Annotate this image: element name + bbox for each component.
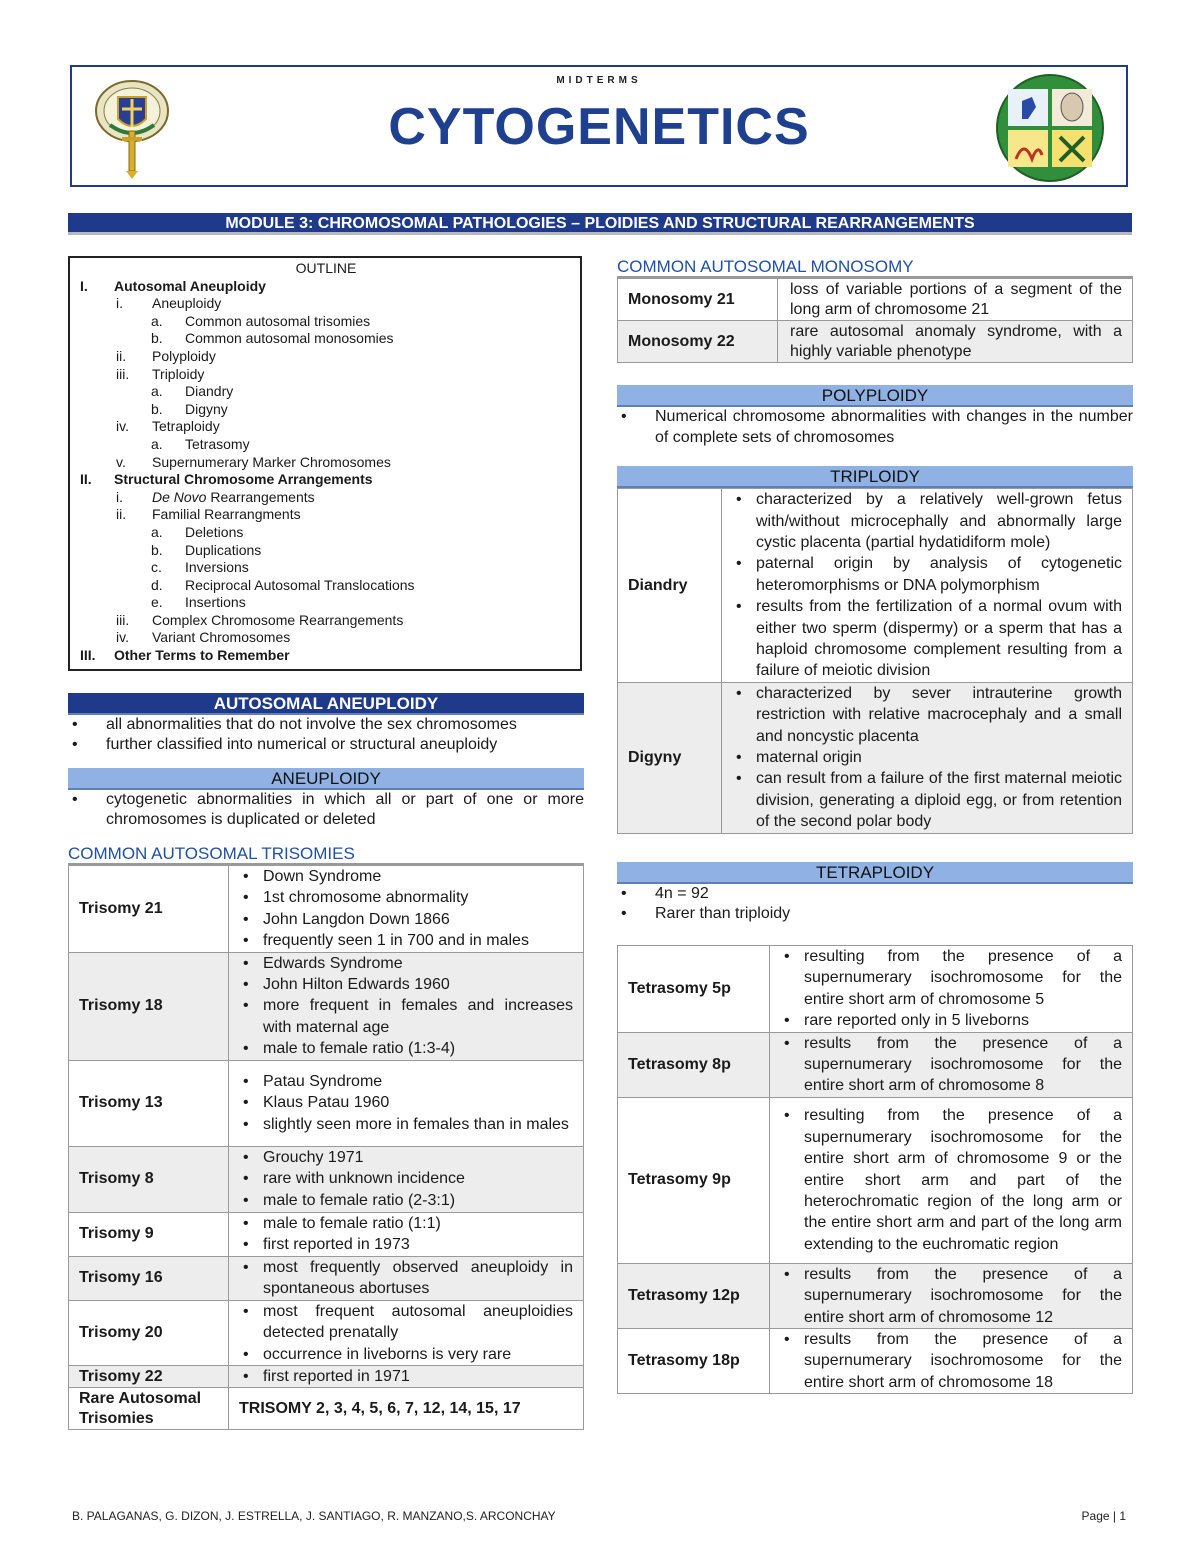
outline-item-number: c. xyxy=(151,559,162,576)
outline-item xyxy=(80,295,572,313)
outline-item xyxy=(80,506,572,524)
list-item: • 4n = 92 xyxy=(617,884,1133,905)
table-row xyxy=(69,1365,584,1387)
list-item: • characterized by a relatively well-grown fetus with/without microcephally and abnormally large cystic placenta (partial hydatidiform mole) xyxy=(722,489,1122,553)
row-details xyxy=(229,1300,584,1365)
outline-item-text: Inversions xyxy=(185,559,249,576)
list-item: • Numerical chromosome abnormalities with changes in the number of complete sets of chromosomes xyxy=(617,407,1133,448)
outline-item-text: Insertions xyxy=(185,594,246,611)
row-details xyxy=(770,1328,1133,1393)
row-label: Trisomy 9 xyxy=(69,1212,229,1256)
row-label: Monosomy 22 xyxy=(618,321,778,363)
outline-item-text: Reciprocal Autosomal Translocations xyxy=(185,576,415,593)
list-item: • first reported in 1971 xyxy=(229,1366,573,1387)
list-item: • paternal origin by analysis of cytogenetic heteromorphisms or DNA polymorphism xyxy=(722,553,1122,596)
list-item: • more frequent in females and increases with maternal age xyxy=(229,995,573,1038)
polyploidy-heading: POLYPLOIDY xyxy=(617,385,1133,407)
outline-item xyxy=(80,278,572,296)
row-label: Tetrasomy 8p xyxy=(618,1032,770,1097)
row-label: Trisomy 18 xyxy=(69,952,229,1060)
outline-item xyxy=(80,647,572,665)
row-label: Tetrasomy 5p xyxy=(618,945,770,1032)
outline-item xyxy=(80,629,572,647)
table-row xyxy=(618,1032,1133,1097)
row-label: Digyny xyxy=(618,682,722,833)
row-bullets xyxy=(770,1105,1122,1255)
outline-item-number: a. xyxy=(151,523,163,540)
outline-title: OUTLINE xyxy=(295,260,357,276)
outline-item-number: d. xyxy=(151,576,163,593)
outline-item-number: ii. xyxy=(116,347,127,364)
outline-item xyxy=(80,436,572,454)
list-item: • all abnormalities that do not involve the sex chromosomes xyxy=(68,715,584,736)
outline-item xyxy=(80,559,572,577)
outline-item-number: b. xyxy=(151,330,163,347)
outline-item-text: Aneuploidy xyxy=(152,295,222,312)
outline-list xyxy=(80,278,572,665)
document-title: CYTOGENETICS xyxy=(388,98,810,156)
row-description: loss of variable portions of a segment of the long arm of chromosome 21 xyxy=(778,279,1133,321)
row-details xyxy=(722,489,1133,683)
row-bullets xyxy=(770,946,1122,1032)
list-item: • can result from a failure of the first maternal meiotic division, generating a diploid egg, or from retention of the second polar body xyxy=(722,768,1122,832)
row-bullets xyxy=(229,1213,573,1256)
outline-item-text: Tetrasomy xyxy=(185,435,250,452)
footer-page-number: Page | 1 xyxy=(1081,1509,1126,1523)
table-row xyxy=(618,682,1133,833)
list-item: • frequently seen 1 in 700 and in males xyxy=(229,930,573,951)
row-bullets xyxy=(229,1071,573,1135)
list-item: • John Hilton Edwards 1960 xyxy=(229,974,573,995)
row-details xyxy=(229,1146,584,1212)
row-bullets xyxy=(722,683,1122,833)
outline-item-text: Diandry xyxy=(185,383,234,400)
outline-item xyxy=(80,612,572,630)
table-row xyxy=(69,1060,584,1146)
document-header xyxy=(70,65,1128,187)
row-label: Tetrasomy 18p xyxy=(618,1328,770,1393)
outline-item-number: v. xyxy=(116,453,126,470)
row-details xyxy=(229,1256,584,1300)
outline-item-number: a. xyxy=(151,435,163,452)
department-logo xyxy=(992,73,1108,183)
module-title-bar: MODULE 3: CHROMOSOMAL PATHOLOGIES – PLOIDIES AND STRUCTURAL REARRANGEMENTS xyxy=(68,213,1132,235)
outline-item-number: a. xyxy=(151,383,163,400)
row-label: Rare Autosomal Trisomies xyxy=(69,1388,229,1430)
outline-item-number: III. xyxy=(80,647,96,664)
right-column xyxy=(617,256,1133,1394)
list-item: • first reported in 1973 xyxy=(229,1234,573,1255)
triploidy-table xyxy=(617,488,1133,834)
monosomy-table xyxy=(617,278,1133,363)
row-bullets xyxy=(229,1366,573,1387)
polyploidy-bullets xyxy=(617,407,1133,448)
list-item: • rare reported only in 5 liveborns xyxy=(770,1010,1122,1031)
outline-item-text: Autosomal Aneuploidy xyxy=(114,277,266,294)
list-item: • occurrence in liveborns is very rare xyxy=(229,1344,573,1365)
list-item: • cytogenetic abnormalities in which all or part of one or more chromosomes is duplicated or deleted xyxy=(68,790,584,831)
list-item: • Klaus Patau 1960 xyxy=(229,1092,573,1113)
row-bullets xyxy=(770,1264,1122,1328)
row-bullets xyxy=(229,953,573,1060)
midterms-label: MIDTERMS xyxy=(556,75,642,86)
table-row xyxy=(618,1097,1133,1263)
outline-item-text: Tetraploidy xyxy=(152,418,220,435)
row-label: Trisomy 13 xyxy=(69,1060,229,1146)
outline-item-italic: De Novo xyxy=(152,488,207,505)
outline-item-text: Complex Chromosome Rearrangements xyxy=(152,611,404,628)
outline-item-number: iv. xyxy=(116,418,129,435)
triploidy-heading: TRIPLOIDY xyxy=(617,466,1133,488)
table-row xyxy=(618,489,1133,683)
trisomies-heading: COMMON AUTOSOMAL TRISOMIES xyxy=(68,843,584,865)
row-details xyxy=(229,1365,584,1387)
list-item: • characterized by sever intrauterine growth restriction with relative macrocephaly and a small and noncystic placenta xyxy=(722,683,1122,747)
outline-item-number: iii. xyxy=(116,611,130,628)
outline-item xyxy=(80,524,572,542)
outline-item-text: Variant Chromosomes xyxy=(152,629,291,646)
outline-item-text: Other Terms to Remember xyxy=(114,647,290,664)
table-row xyxy=(69,1146,584,1212)
outline-item-number: iii. xyxy=(116,365,130,382)
list-item: • John Langdon Down 1866 xyxy=(229,909,573,930)
table-row xyxy=(69,952,584,1060)
footer-authors: B. PALAGANAS, G. DIZON, J. ESTRELLA, J. SANTIAGO, R. MANZANO,S. ARCONCHAY xyxy=(72,1509,556,1523)
outline-item-number: e. xyxy=(151,594,163,611)
row-description: rare autosomal anomaly syndrome, with a highly variable phenotype xyxy=(778,321,1133,363)
outline-item xyxy=(80,542,572,560)
outline-item-number: iv. xyxy=(116,629,129,646)
autosomal-aneuploidy-bullets xyxy=(68,715,584,756)
row-label: Trisomy 16 xyxy=(69,1256,229,1300)
list-item: • Down Syndrome xyxy=(229,866,573,887)
list-item: • further classified into numerical or structural aneuploidy xyxy=(68,735,584,756)
row-details xyxy=(770,1097,1133,1263)
outline-item xyxy=(80,489,572,507)
list-item: • most frequent autosomal aneuploidies detected prenatally xyxy=(229,1301,573,1344)
table-row xyxy=(618,321,1133,363)
outline-item-text: Duplications xyxy=(185,541,262,558)
row-bullets xyxy=(229,1147,573,1211)
outline-item xyxy=(80,401,572,419)
outline-item-text: Polyploidy xyxy=(152,347,216,364)
outline-box xyxy=(68,256,582,671)
outline-item-text: Common autosomal monosomies xyxy=(185,330,394,347)
tetraploidy-bullets xyxy=(617,884,1133,925)
outline-item-number: ii. xyxy=(116,506,127,523)
list-item: • resulting from the presence of a supernumerary isochromosome for the entire short arm of chromosome 9 or the entire short arm and part of the heterochromatic region of the long arm or the entire short arm and part of the long arm extending to the euchromatic region xyxy=(770,1105,1122,1255)
row-bullets xyxy=(229,866,573,952)
list-item: • slightly seen more in females than in males xyxy=(229,1114,573,1135)
list-item: • results from the presence of a supernumerary isochromosome for the entire short arm of chromosome 18 xyxy=(770,1329,1122,1393)
outline-item-text: Familial Rearrangments xyxy=(152,506,301,523)
outline-item xyxy=(80,418,572,436)
autosomal-aneuploidy-heading: AUTOSOMAL ANEUPLOIDY xyxy=(68,693,584,715)
tetraploidy-heading: TETRAPLOIDY xyxy=(617,862,1133,884)
outline-item xyxy=(80,366,572,384)
row-bullets xyxy=(770,1329,1122,1393)
outline-item xyxy=(80,577,572,595)
row-label: Tetrasomy 12p xyxy=(618,1263,770,1328)
outline-item xyxy=(80,471,572,489)
outline-item-text: Triploidy xyxy=(152,365,205,382)
row-details xyxy=(770,945,1133,1032)
outline-item-text: Digyny xyxy=(185,400,228,417)
list-item: • rare with unknown incidence xyxy=(229,1168,573,1189)
outline-item xyxy=(80,383,572,401)
tetrasomy-table xyxy=(617,945,1133,1394)
list-item: • 1st chromosome abnormality xyxy=(229,887,573,908)
outline-item-number: b. xyxy=(151,541,163,558)
outline-item-text: Structural Chromosome Arrangements xyxy=(114,471,373,488)
list-item: • results from the presence of a supernumerary isochromosome for the entire short arm of chromosome 8 xyxy=(770,1033,1122,1097)
outline-item-number: i. xyxy=(116,488,123,505)
list-item: • results from the fertilization of a normal ovum with either two sperm (dispermy) or a sperm that has a haploid chromosome complement resulting from a failure of meiotic division xyxy=(722,596,1122,682)
table-row xyxy=(618,1328,1133,1393)
row-details xyxy=(229,1060,584,1146)
table-row xyxy=(69,1388,584,1430)
trisomies-table xyxy=(68,865,584,1430)
outline-item-text: Deletions xyxy=(185,523,244,540)
list-item: • results from the presence of a supernumerary isochromosome for the entire short arm of chromosome 12 xyxy=(770,1264,1122,1328)
table-row xyxy=(69,1300,584,1365)
rare-trisomies-value: TRISOMY 2, 3, 4, 5, 6, 7, 12, 14, 15, 17 xyxy=(229,1388,584,1430)
outline-item-text: De Novo Rearrangements xyxy=(152,488,315,505)
outline-item xyxy=(80,594,572,612)
list-item: • maternal origin xyxy=(722,747,1122,768)
monosomy-heading: COMMON AUTOSOMAL MONOSOMY xyxy=(617,256,1133,278)
outline-item xyxy=(80,454,572,472)
row-label: Trisomy 21 xyxy=(69,866,229,953)
outline-item xyxy=(80,313,572,331)
list-item: • Rarer than triploidy xyxy=(617,904,1133,925)
list-item: • resulting from the presence of a supernumerary isochromosome for the entire short arm of chromosome 5 xyxy=(770,946,1122,1010)
list-item: • male to female ratio (2-3:1) xyxy=(229,1190,573,1211)
list-item: • Patau Syndrome xyxy=(229,1071,573,1092)
outline-item-text: Common autosomal trisomies xyxy=(185,312,371,329)
row-label: Trisomy 20 xyxy=(69,1300,229,1365)
table-row xyxy=(69,1256,584,1300)
row-details xyxy=(770,1263,1133,1328)
list-item: • most frequently observed aneuploidy in spontaneous abortuses xyxy=(229,1257,573,1300)
aneuploidy-bullets xyxy=(68,790,584,831)
row-bullets xyxy=(229,1301,573,1365)
outline-item-number: i. xyxy=(116,295,123,312)
row-details xyxy=(770,1032,1133,1097)
row-bullets xyxy=(770,1033,1122,1097)
table-row xyxy=(618,279,1133,321)
row-details xyxy=(229,1212,584,1256)
list-item: • male to female ratio (1:1) xyxy=(229,1213,573,1234)
row-details xyxy=(722,682,1133,833)
row-details xyxy=(229,866,584,953)
outline-item-number: I. xyxy=(80,277,88,294)
row-bullets xyxy=(722,489,1122,682)
outline-item-text: Supernumerary Marker Chromosomes xyxy=(152,453,391,470)
row-label: Trisomy 8 xyxy=(69,1146,229,1212)
outline-item xyxy=(80,348,572,366)
list-item: • Edwards Syndrome xyxy=(229,953,573,974)
row-bullets xyxy=(229,1257,573,1300)
table-row xyxy=(618,945,1133,1032)
outline-item xyxy=(80,330,572,348)
table-row xyxy=(618,1263,1133,1328)
aneuploidy-heading: ANEUPLOIDY xyxy=(68,768,584,790)
row-label: Diandry xyxy=(618,489,722,683)
list-item: • male to female ratio (1:3-4) xyxy=(229,1038,573,1059)
row-label: Tetrasomy 9p xyxy=(618,1097,770,1263)
left-column xyxy=(68,256,584,1430)
row-label: Trisomy 22 xyxy=(69,1365,229,1387)
table-row xyxy=(69,866,584,953)
row-label: Monosomy 21 xyxy=(618,279,778,321)
table-row xyxy=(69,1212,584,1256)
list-item: • Grouchy 1971 xyxy=(229,1147,573,1168)
outline-item-number: b. xyxy=(151,400,163,417)
outline-item-number: a. xyxy=(151,312,163,329)
row-details xyxy=(229,952,584,1060)
outline-item-number: II. xyxy=(80,471,92,488)
